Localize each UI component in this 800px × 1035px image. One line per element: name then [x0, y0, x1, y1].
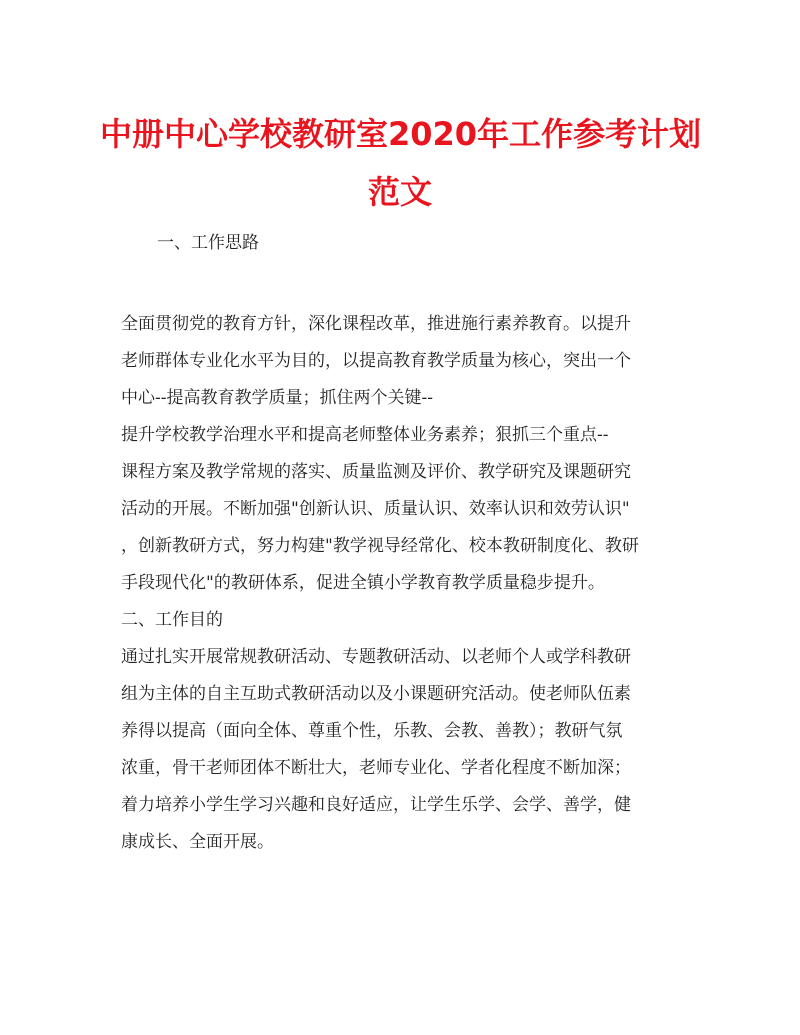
paragraph-line: 组为主体的自主互助式教研活动以及小课题研究活动。使老师队伍素 — [121, 684, 631, 704]
section-heading-work-ideas: 一、工作思路 — [157, 233, 259, 253]
section-heading-work-goals: 二、工作目的 — [121, 610, 223, 630]
paragraph-line: 浓重，骨干老师团体不断壮大，老师专业化、学者化程度不断加深； — [121, 758, 631, 778]
paragraph-line: 老师群体专业化水平为目的，以提高教育教学质量为核心，突出一个 — [121, 351, 631, 371]
paragraph-line: 康成长、全面开展。 — [121, 832, 274, 852]
paragraph-line: 通过扎实开展常规教研活动、专题教研活动、以老师个人或学科教研 — [121, 647, 631, 667]
paragraph-line: 中心--提高教育教学质量；抓住两个关键-- — [121, 388, 433, 408]
paragraph-line: 手段现代化"的教研体系，促进全镇小学教育教学质量稳步提升。 — [121, 573, 605, 593]
paragraph-line: ，创新教研方式，努力构建"教学视导经常化、校本教研制度化、教研 — [121, 536, 639, 556]
document-title-line-1: 中册中心学校教研室2020年工作参考计划 — [100, 115, 702, 153]
paragraph-line: 活动的开展。不断加强"创新认识、质量认识、效率认识和效劳认识" — [121, 499, 630, 519]
paragraph-line: 着力培养小学生学习兴趣和良好适应，让学生乐学、会学、善学，健 — [121, 795, 631, 815]
paragraph-line: 提升学校教学治理水平和提高老师整体业务素养；狠抓三个重点-- — [121, 425, 609, 445]
paragraph-line: 养得以提高（面向全体、尊重个性，乐教、会教、善教）；教研气氛 — [121, 721, 623, 741]
paragraph-line: 全面贯彻党的教育方针，深化课程改革，推进施行素养教育。以提升 — [121, 314, 631, 334]
paragraph-line: 课程方案及教学常规的落实、质量监测及评价、教学研究及课题研究 — [121, 462, 631, 482]
document-title-line-2: 范文 — [367, 173, 432, 211]
